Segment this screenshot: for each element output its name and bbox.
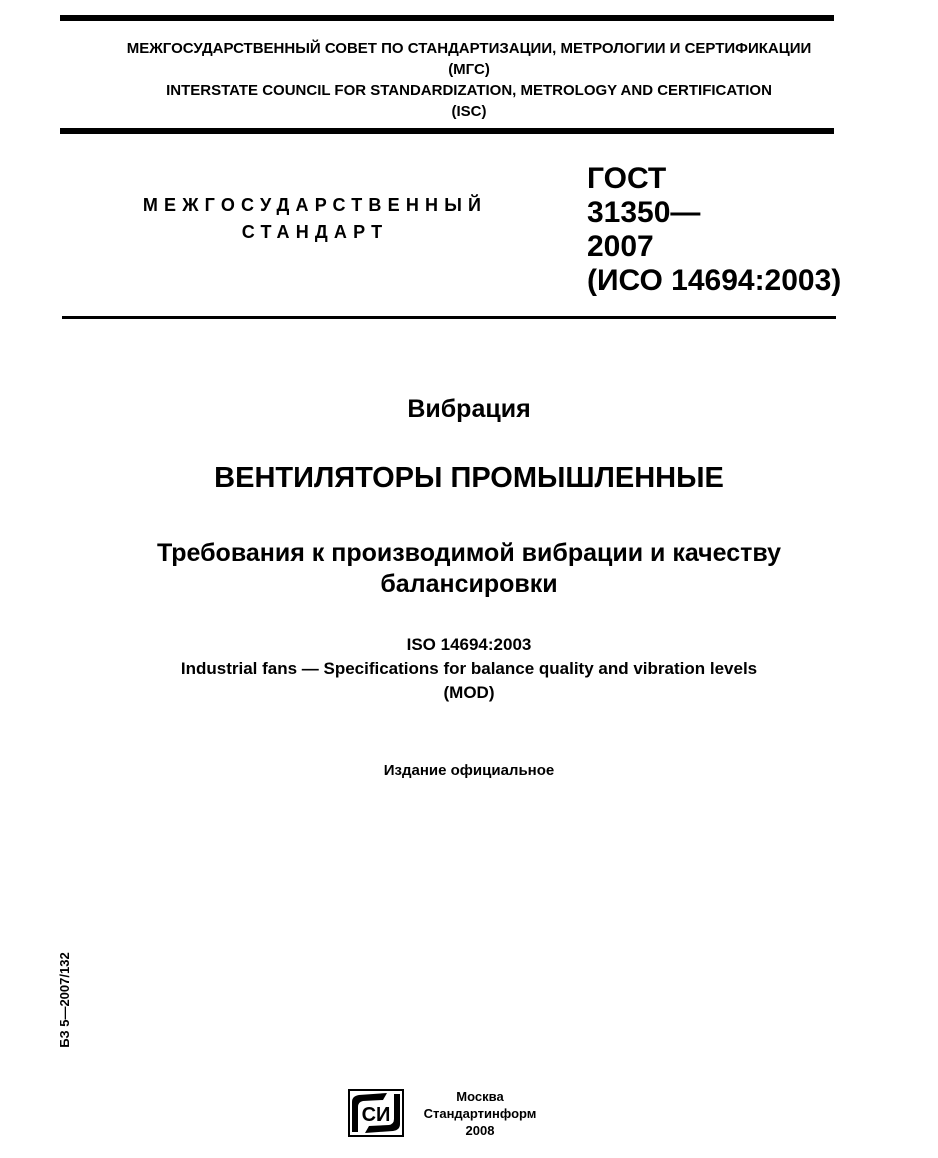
edition-label: Издание официальное: [383, 762, 555, 779]
svg-text:СИ: СИ: [361, 1104, 391, 1126]
gost-year: 2007: [587, 230, 654, 263]
gost-number: 31350—: [587, 196, 701, 229]
council-ru-name: МЕЖГОСУДАРСТВЕННЫЙ СОВЕТ ПО СТАНДАРТИЗАЦИИ, МЕТРОЛОГИИ И СЕРТИФИКАЦИИ: [126, 40, 812, 57]
publisher-city: Москва: [456, 1089, 504, 1104]
council-en-name: INTERSTATE COUNCIL FOR STANDARDIZATION, METROLOGY AND CERTIFICATION: [166, 82, 772, 99]
side-registration-code: БЗ 5—2007/132: [57, 952, 72, 1048]
council-en-abbr: (ISC): [451, 103, 487, 120]
title-sub-line1: Требования к производимой вибрации и качеству: [156, 539, 782, 567]
title-group: Вибрация: [407, 395, 531, 423]
title-main: ВЕНТИЛЯТОРЫ ПРОМЫШЛЕННЫЕ: [214, 462, 724, 494]
gost-iso-ref: (ИСО 14694:2003): [587, 264, 842, 297]
iso-code: ISO 14694:2003: [406, 635, 532, 654]
council-ru-abbr: (МГС): [448, 61, 490, 78]
publisher-logo-icon: [347, 1088, 405, 1138]
iso-title: Industrial fans — Specifications for balance quality and vibration levels: [180, 659, 758, 678]
top-rule: [60, 15, 834, 21]
standard-type-line1: МЕЖГОСУДАРСТВЕННЫЙ: [142, 195, 488, 215]
publisher-year: 2008: [465, 1123, 495, 1138]
gost-prefix: ГОСТ: [587, 162, 667, 195]
title-sub-line2: балансировки: [380, 570, 558, 598]
designation-rule: [62, 316, 836, 319]
publisher-name: Стандартинформ: [423, 1106, 537, 1121]
header-rule: [60, 128, 834, 134]
standard-type-line2: СТАНДАРТ: [241, 222, 389, 242]
iso-degree: (MOD): [443, 683, 495, 702]
